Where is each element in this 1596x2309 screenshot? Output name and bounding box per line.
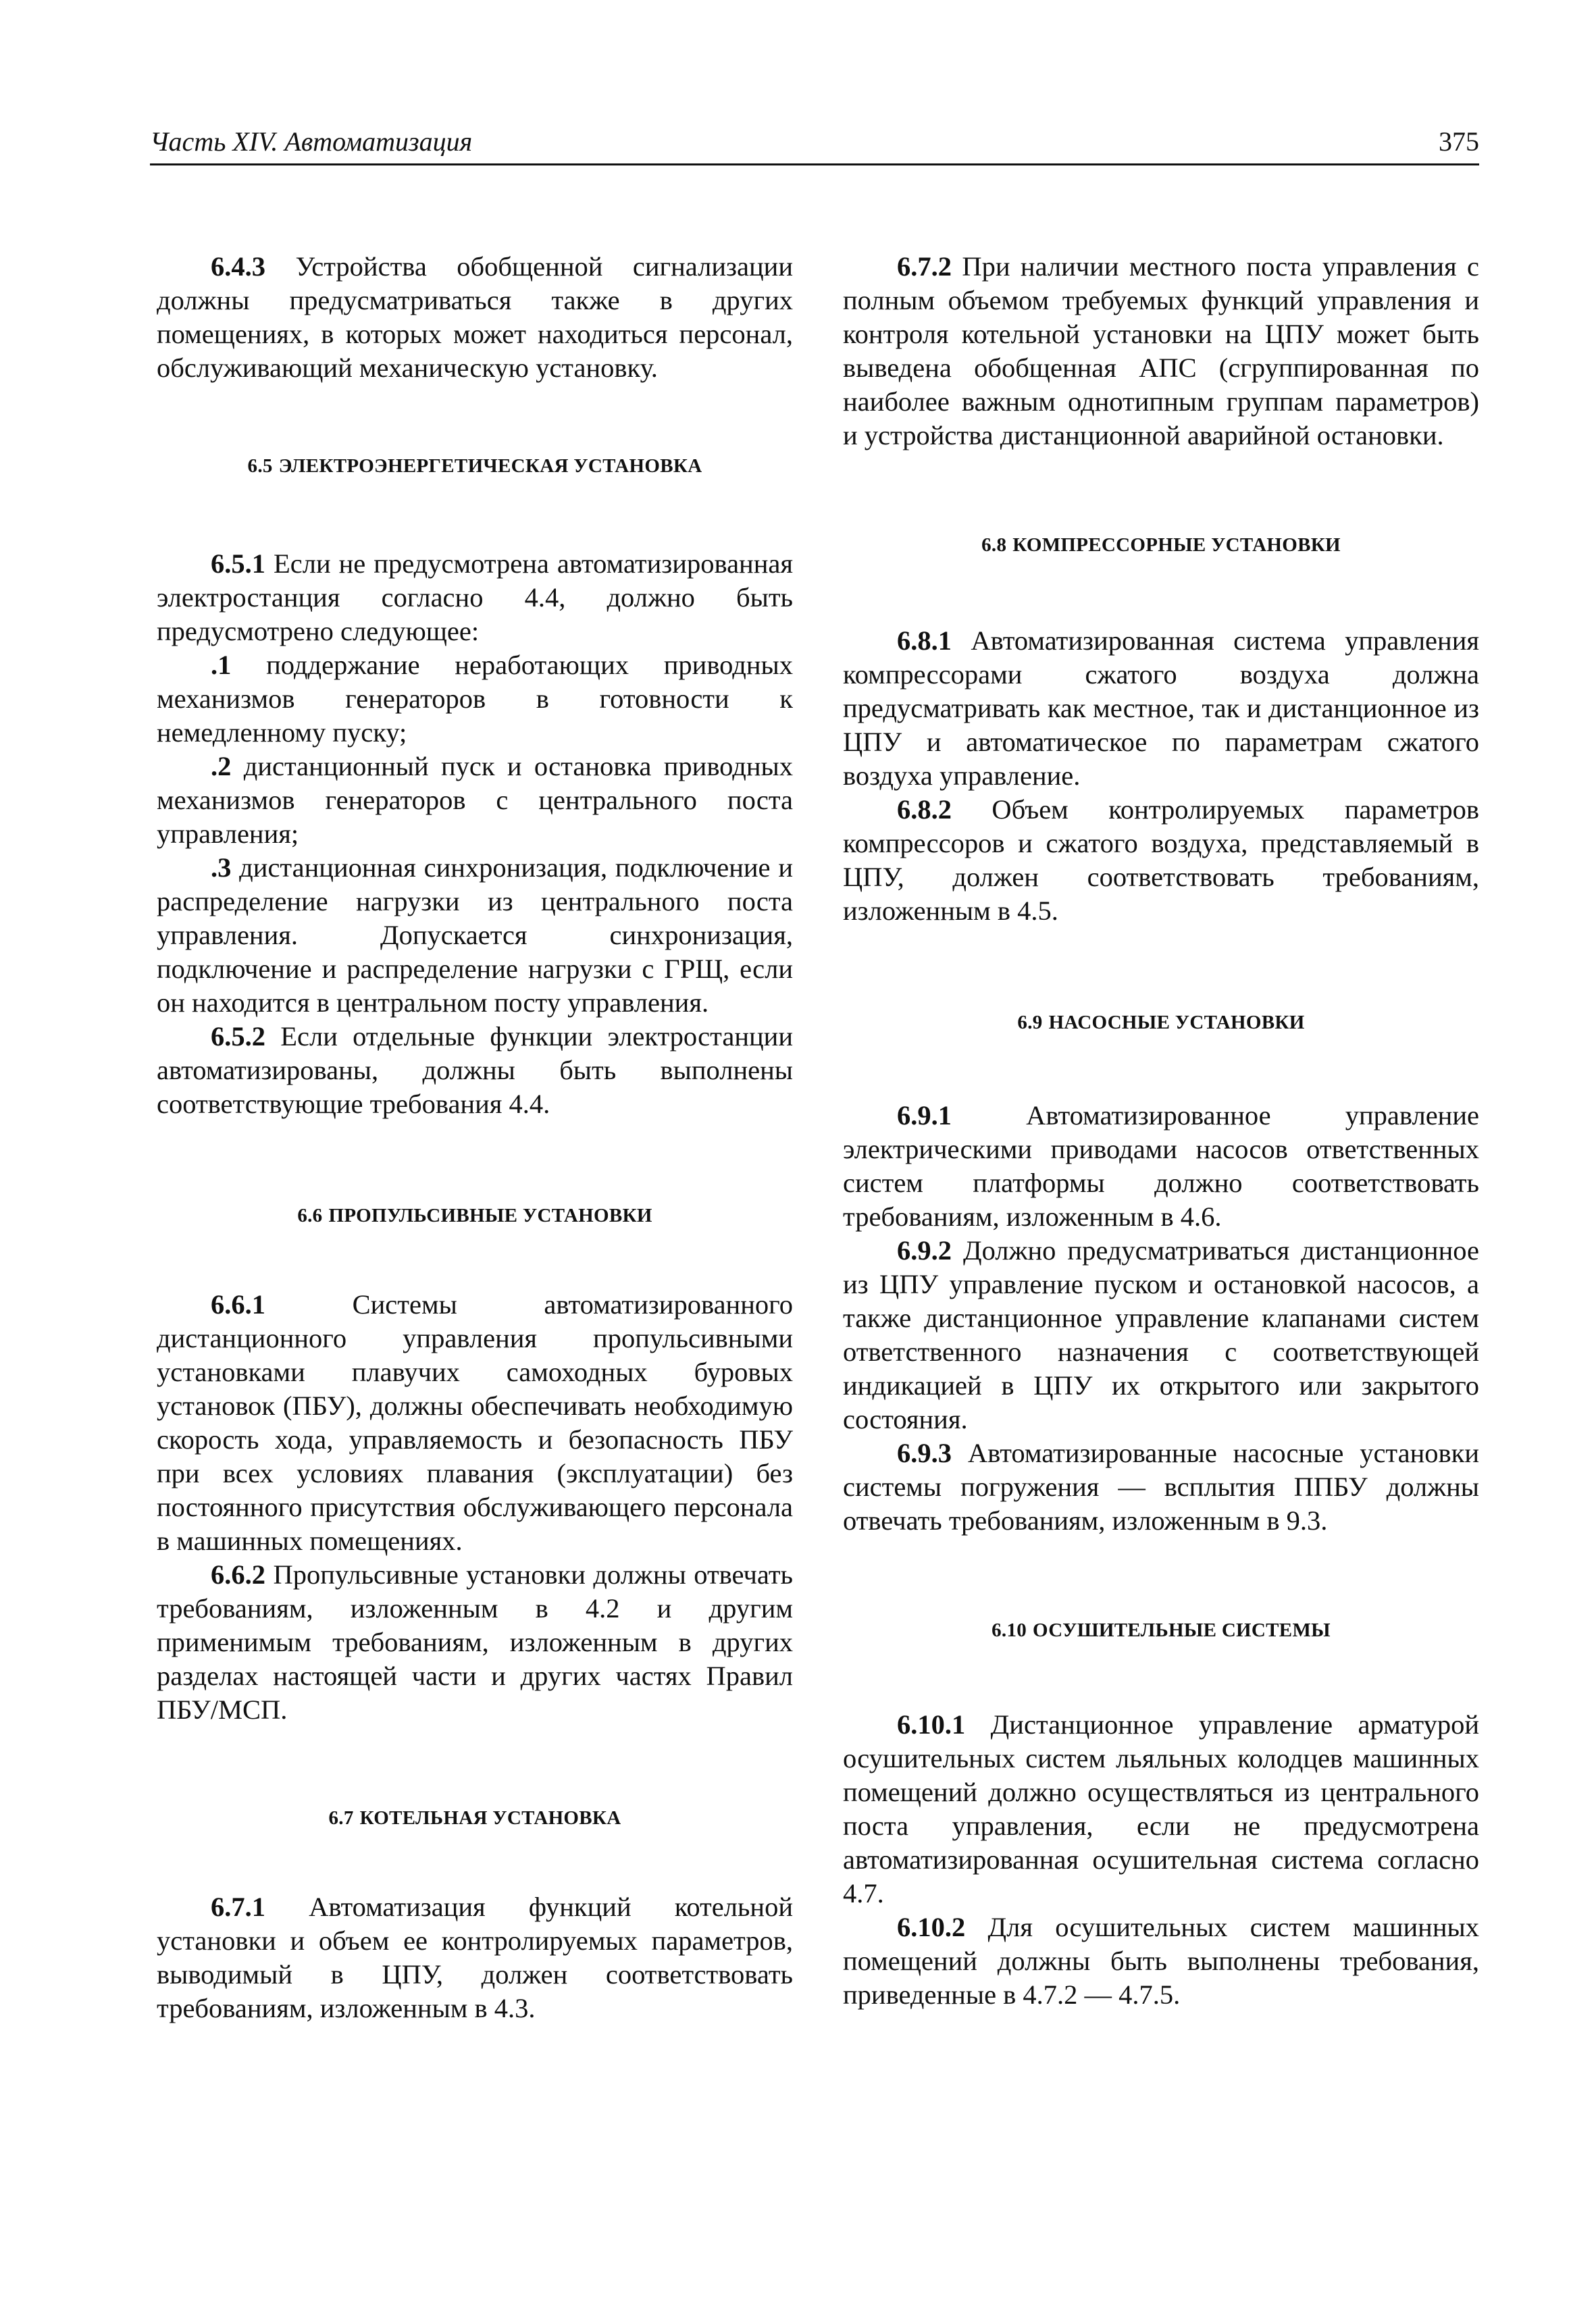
paragraph-6-7-2 [843,250,1479,452]
section-heading-6-10 [843,1613,1479,1647]
list-item-2 [157,750,793,851]
section-number: 6.5 [247,455,273,477]
item-number: .2 [211,751,232,781]
section-heading-6-6 [157,1199,793,1233]
item-text: дистанционный пуск и остановка приводных механизмов генераторов с центрального поста управления; [157,751,794,849]
paragraph-6-5-1 [157,547,793,648]
clause-text: При наличии местного поста управления с полным объемом требуемых функций управления и контроля котельной установки на ЦПУ может быть выведена обобщенная АПС (сгруппированная по наиболее важным однотипным группам параметров) и устройства дистанционной аварийной остановки. [843,251,1480,450]
paragraph-6-8-2 [843,793,1479,928]
item-number: .3 [211,852,232,883]
clause-text: Должно предусматриваться дистанционное из ЦПУ управление пуском и остановкой насосов, а также дистанционное управление клапанами систем ответственного назначения с соответствующей индикацией в ЦПУ их открытого или закрытого состояния. [843,1235,1480,1434]
right-column [843,250,1479,2012]
section-heading-6-8 [843,528,1479,562]
clause-text: Если не предусмотрена автоматизированная электростанция согласно 4.4, должно быть предусмотрено следующее: [157,548,793,646]
section-title: ЭЛЕКТРОЭНЕРГЕТИЧЕСКАЯ УСТАНОВКА [278,455,702,477]
section-title: НАСОСНЫЕ УСТАНОВКИ [1048,1012,1305,1033]
clause-number: 6.5.2 [211,1021,265,1052]
section-heading-6-9 [843,1006,1479,1039]
clause-number: 6.9.1 [897,1100,952,1131]
list-item-3 [157,851,793,1020]
clause-number: 6.6.2 [211,1559,265,1590]
clause-text: Дистанционное управление арматурой осушительных систем льяльных колодцев машинных помещений должно осуществляться из центрального поста управления, если не предусмотрена автоматизированная осушительная система согласно 4.7. [843,1709,1480,1909]
clause-text: Системы автоматизированного дистанционного управления пропульсивными установками плавучих самоходных буровых установок (ПБУ), должны обеспечивать необходимую скорость хода, управляемость и безопасность ПБУ при всех условиях плавания (эксплуатации) без постоянного присутствия обслуживающего персонала в машинных помещениях. [157,1289,793,1556]
section-number: 6.10 [992,1619,1027,1641]
clause-text: Пропульсивные установки должны отвечать требованиям, изложенным в 4.2 и другим применимым требованиям, изложенным в других разделах настоящей части и других частях Правил ПБУ/МСП. [157,1559,793,1725]
clause-text: Автоматизированная система управления компрессорами сжатого воздуха должна предусматривать как местное, так и дистанционное из ЦПУ и автоматическое по параметрам сжатого воздуха управление. [843,625,1479,791]
clause-number: 6.6.1 [211,1289,265,1320]
clause-number: 6.10.2 [897,1912,966,1942]
clause-text: Если отдельные функции электростанции автоматизированы, должны быть выполнены соответствующие требования 4.4. [157,1021,794,1119]
paragraph-6-7-1 [157,1890,793,2025]
clause-text: Для осушительных систем машинных помещений должны быть выполнены требования, приведенные в 4.7.2 — 4.7.5. [843,1912,1479,2010]
paragraph-6-4-3 [157,250,793,385]
clause-number: 6.7.1 [211,1892,265,1922]
section-number: 6.9 [1017,1012,1043,1033]
item-number: .1 [211,650,232,680]
clause-number: 6.8.1 [897,625,952,656]
section-number: 6.7 [328,1807,354,1829]
list-item-1 [157,648,793,750]
section-heading-6-7 [157,1801,793,1835]
section-number: 6.6 [297,1205,323,1226]
page-number: 375 [1439,126,1479,157]
paragraph-6-9-1 [843,1099,1479,1234]
section-title: КОТЕЛЬНАЯ УСТАНОВКА [359,1807,621,1829]
clause-number: 6.8.2 [897,794,952,825]
clause-number: 6.4.3 [211,251,265,282]
running-title: Часть XIV. Автоматизация [150,126,473,157]
clause-number: 6.9.2 [897,1235,952,1266]
section-number: 6.8 [981,534,1007,556]
clause-number: 6.9.3 [897,1438,952,1468]
clause-text: Автоматизация функций котельной установки и объем ее контролируемых параметров, выводимый в ЦПУ, должен соответствовать требованиям, изложенным в 4.3. [157,1892,793,2023]
paragraph-6-6-2 [157,1558,793,1727]
clause-text: Автоматизированные насосные установки системы погружения — всплытия ППБУ должны отвечать требованиям, изложенным в 9.3. [843,1438,1479,1536]
item-text: поддержание неработающих приводных механизмов генераторов в готовности к немедленному пуску; [157,650,793,748]
paragraph-6-8-1 [843,624,1479,793]
section-title: КОМПРЕССОРНЫЕ УСТАНОВКИ [1012,534,1341,556]
running-header [150,128,1479,165]
left-column [157,250,793,2025]
section-heading-6-5 [157,449,793,483]
paragraph-6-6-1 [157,1288,793,1558]
paragraph-6-9-3 [843,1436,1479,1538]
clause-text: Устройства обобщенной сигнализации должны предусматриваться также в других помещениях, в которых может находиться персонал, обслуживающий механическую установку. [157,251,793,383]
paragraph-6-5-2 [157,1020,793,1121]
paragraph-6-9-2 [843,1234,1479,1436]
section-title: ПРОПУЛЬСИВНЫЕ УСТАНОВКИ [328,1205,652,1226]
clause-number: 6.5.1 [211,548,265,579]
paragraph-6-10-2 [843,1911,1479,2012]
clause-number: 6.7.2 [897,251,952,282]
clause-text: Объем контролируемых параметров компрессоров и сжатого воздуха, представляемый в ЦПУ, должен соответствовать требованиям, изложенным в 4.5. [843,794,1479,926]
paragraph-6-10-1 [843,1708,1479,1911]
item-text: дистанционная синхронизация, подключение и распределение нагрузки из центрального поста управления. Допускается синхронизация, подключение и распределение нагрузки с ГРЩ, если он находится в центральном посту управления. [157,852,794,1018]
clause-text: Автоматизированное управление электрическими приводами насосов ответственных систем платформы должно соответствовать требованиям, изложенным в 4.6. [843,1100,1479,1232]
clause-number: 6.10.1 [897,1709,966,1740]
section-title: ОСУШИТЕЛЬНЫЕ СИСТЕМЫ [1033,1619,1331,1641]
